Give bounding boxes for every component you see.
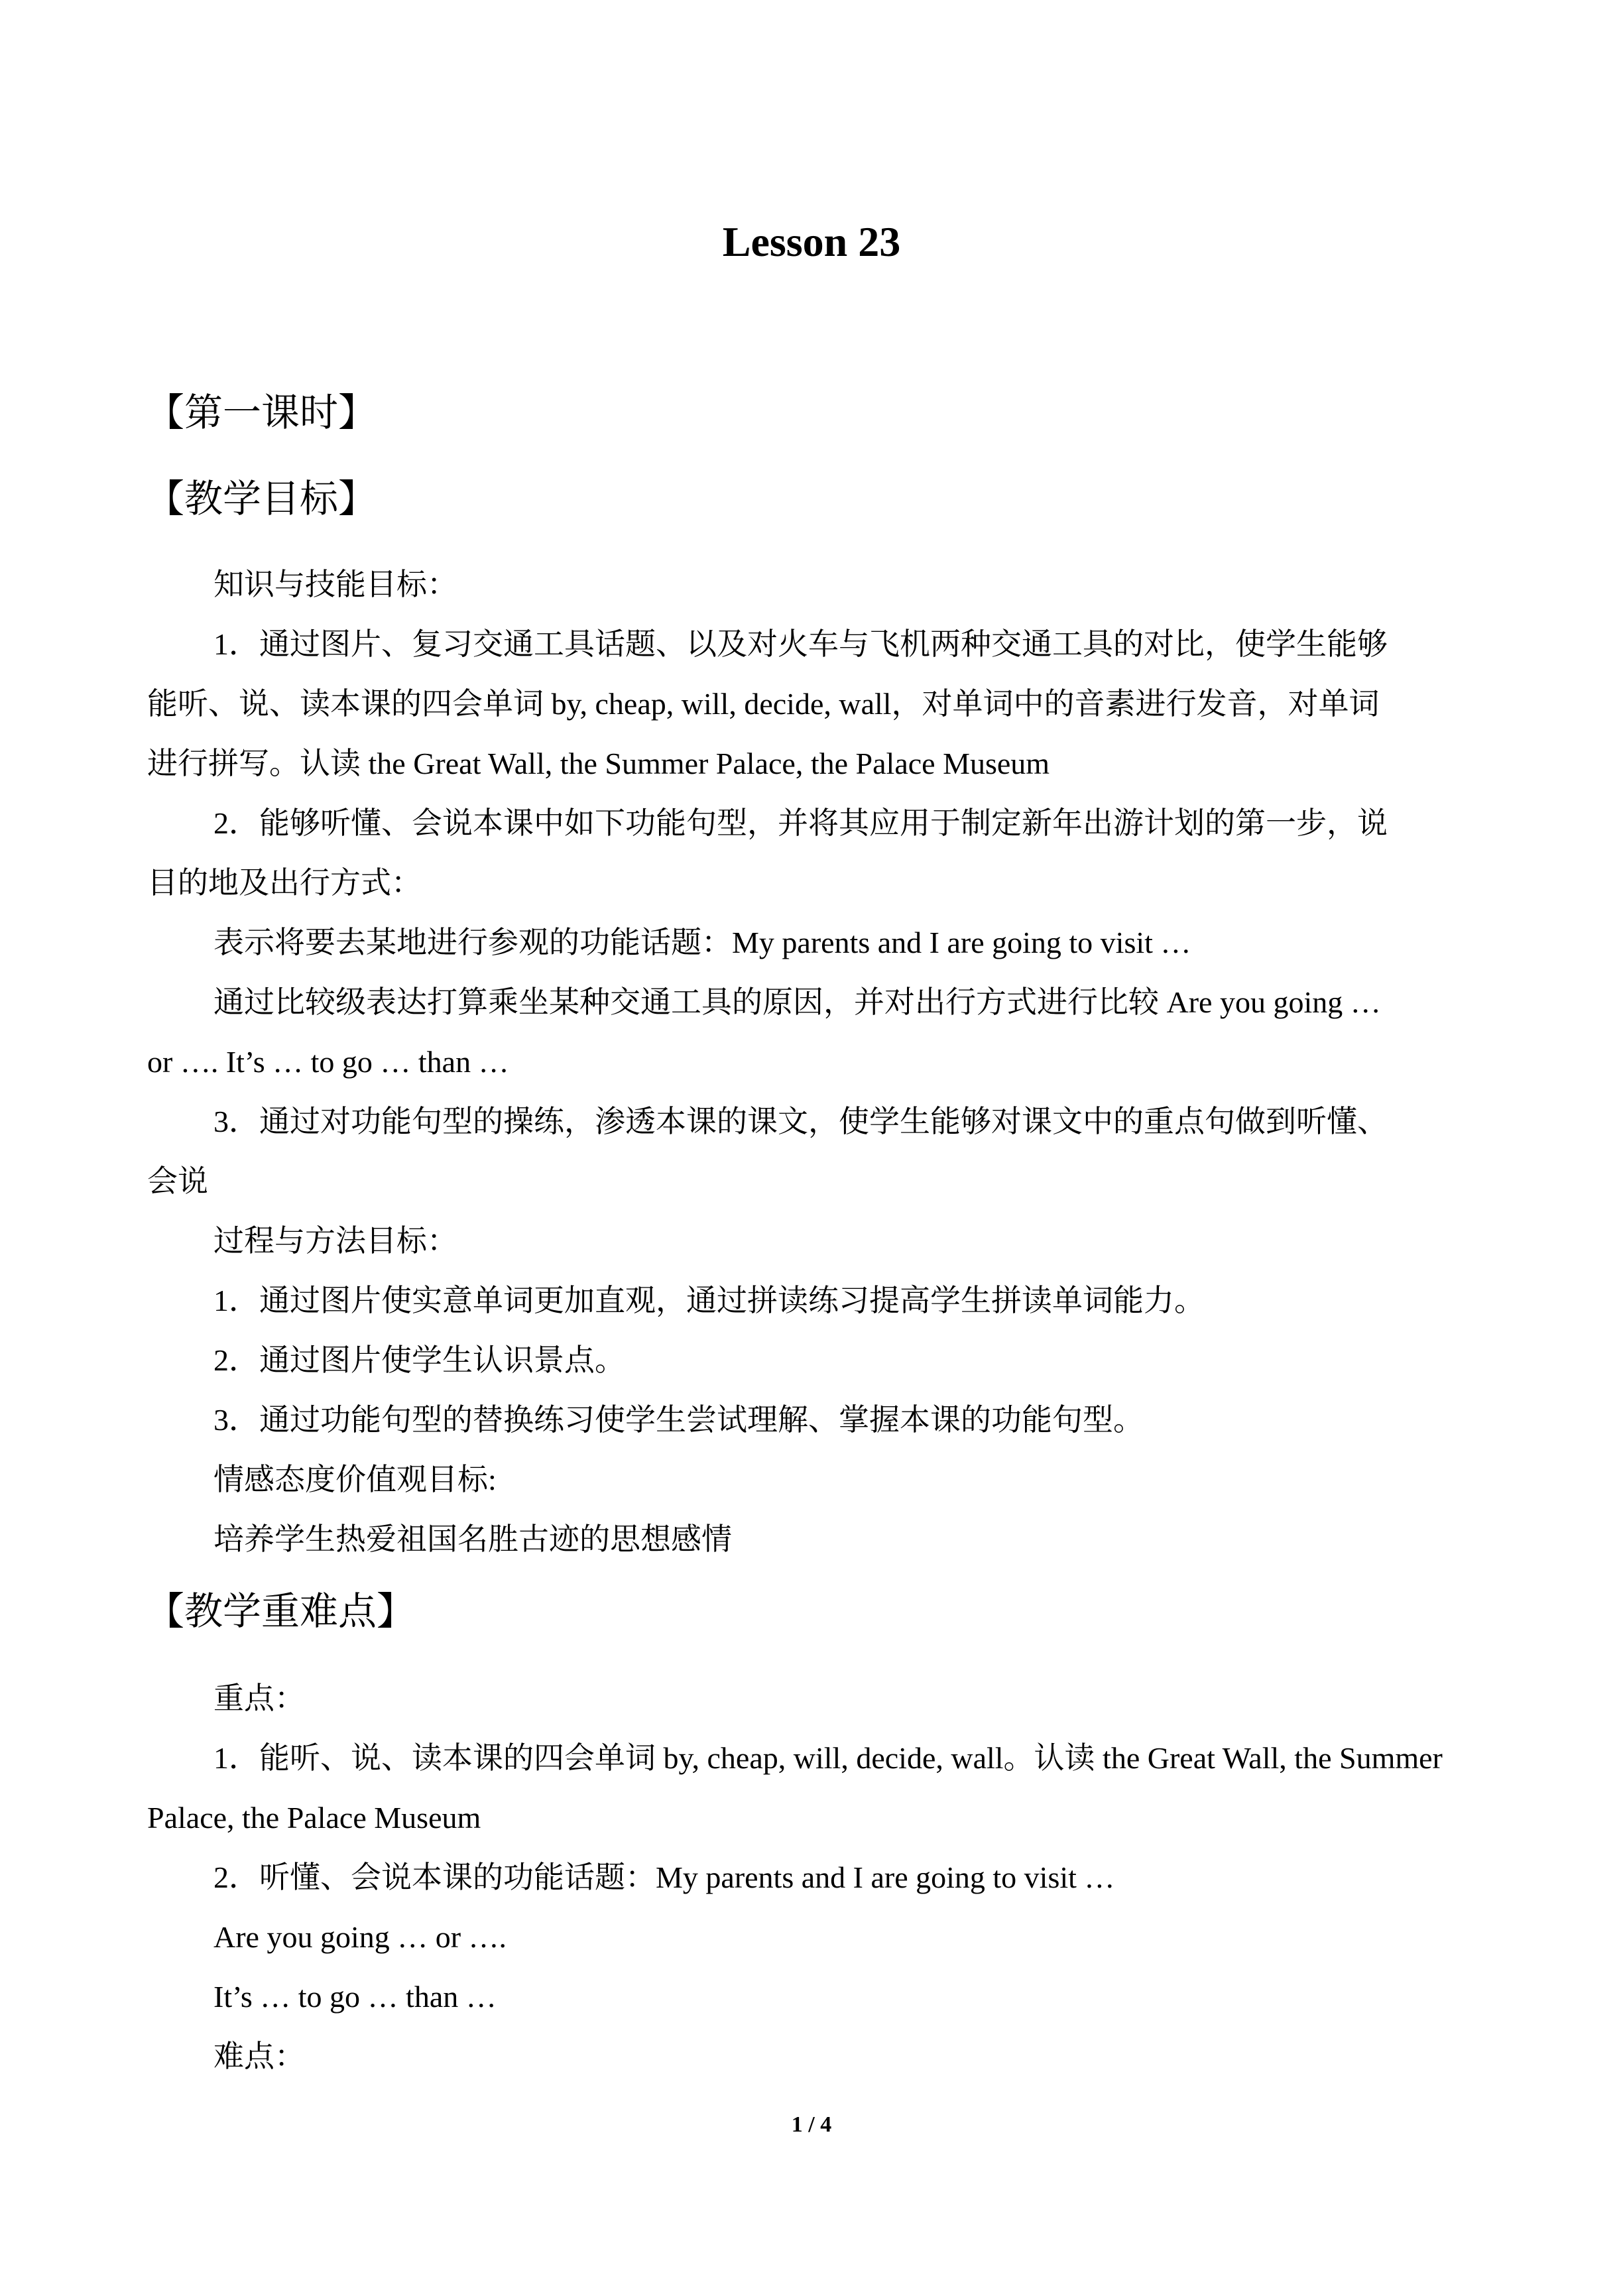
knowledge-item-3-line-1: 3．通过对功能句型的操练，渗透本课的课文，使学生能够对课文中的重点句做到听懂、: [213, 1105, 1388, 1138]
period-heading: 【第一课时】: [146, 390, 377, 435]
knowledge-item-1-line-1: 1．通过图片、复习交通工具话题、以及对火车与飞机两种交通工具的对比，使学生能够: [213, 627, 1388, 661]
process-label: 过程与方法目标：: [213, 1224, 457, 1258]
focus-label: 重点：: [213, 1681, 305, 1715]
knowledge-item-2-line-2: 目的地及出行方式：: [147, 866, 422, 900]
knowledge-item-1-line-3: 进行拼写。认读 the Great Wall, the Summer Palace, the Palace Museum: [147, 747, 1050, 780]
process-item-2: 2．通过图片使学生认识景点。: [213, 1343, 625, 1377]
knowledge-label: 知识与技能目标：: [213, 568, 457, 601]
focus-item-1-line-2: Palace, the Palace Museum: [147, 1801, 481, 1835]
page-number: 1 / 4: [791, 2112, 832, 2137]
knowledge-item-3-line-2: 会说: [147, 1164, 208, 1198]
process-item-3: 3．通过功能句型的替换练习使学生尝试理解、掌握本课的功能句型。: [213, 1403, 1144, 1437]
emotion-label: 情感态度价值观目标:: [213, 1463, 497, 1496]
knowledge-item-2-line-1: 2．能够听懂、会说本课中如下功能句型，并将其应用于制定新年出游计划的第一步，说: [213, 806, 1388, 840]
objectives-heading: 【教学目标】: [146, 476, 377, 521]
knowledge-item-2-line-4: 通过比较级表达打算乘坐某种交通工具的原因，并对出行方式进行比较 Are you going …: [213, 985, 1381, 1019]
focus-item-1-line-1: 1．能听、说、读本课的四会单词 by, cheap, will, decide, wall。认读 the Great Wall, the Summer: [213, 1741, 1443, 1775]
focus-item-2-line-3: It’s … to go … than …: [213, 1980, 497, 2014]
knowledge-item-2-line-3: 表示将要去某地进行参观的功能话题：My parents and I are going to visit …: [213, 926, 1191, 959]
key-points-heading: 【教学重难点】: [146, 1589, 416, 1634]
lesson-title: Lesson 23: [722, 218, 901, 265]
process-item-1: 1．通过图片使实意单词更加直观，通过拼读练习提高学生拼读单词能力。: [213, 1284, 1205, 1317]
focus-item-2-line-1: 2．听懂、会说本课的功能话题：My parents and I are going to visit …: [213, 1860, 1115, 1894]
knowledge-item-1-line-2: 能听、说、读本课的四会单词 by, cheap, will, decide, wall，对单词中的音素进行发音，对单词: [147, 687, 1380, 721]
difficulty-label: 难点：: [213, 2039, 305, 2073]
focus-item-2-line-2: Are you going … or ….: [213, 1920, 507, 1954]
emotion-text: 培养学生热爱祖国名胜古迹的思想感情: [213, 1522, 732, 1556]
knowledge-item-2-line-5: or …. It’s … to go … than …: [147, 1045, 509, 1079]
